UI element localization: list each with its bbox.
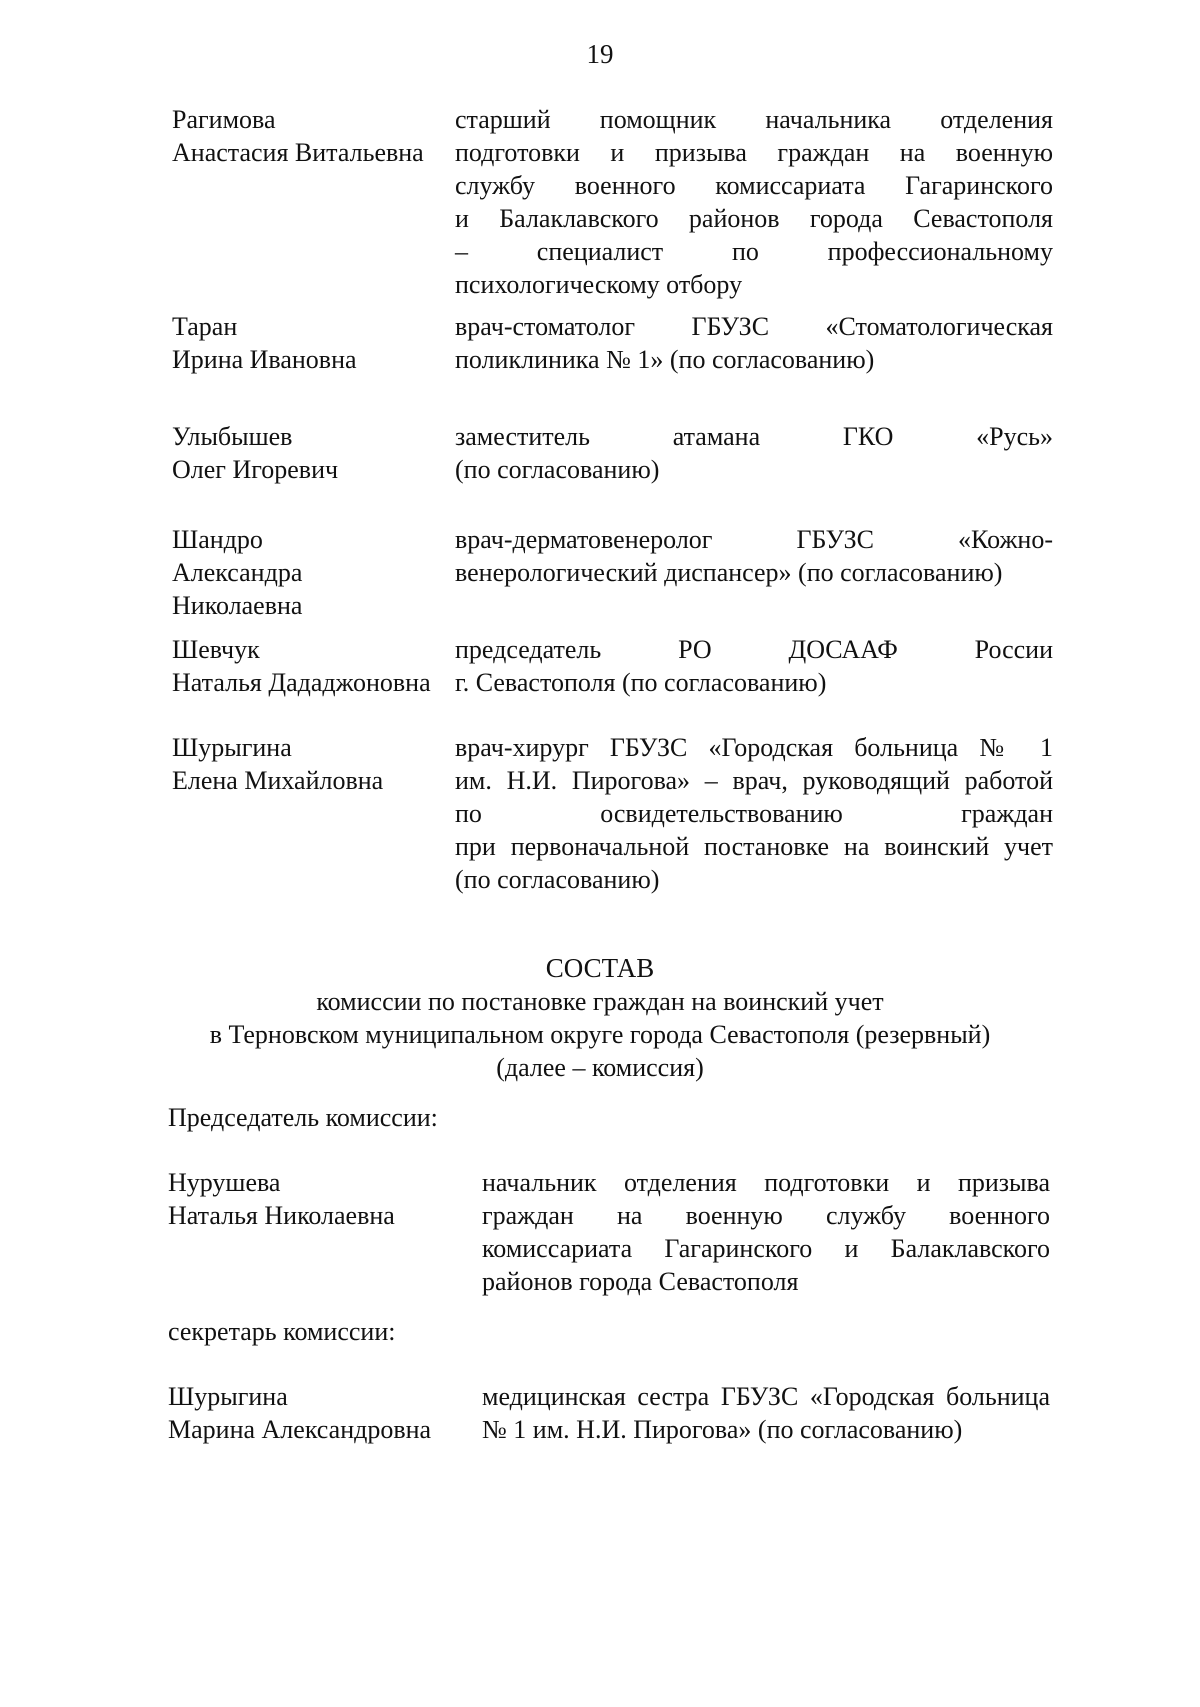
position-line: венерологический диспансер» (по согласованию) — [455, 558, 1003, 587]
position-line: комиссариата Гагаринского и Балаклавского — [482, 1234, 1050, 1263]
member-surname: Таран — [172, 312, 238, 341]
secretary-label: секретарь комиссии: — [168, 1317, 396, 1346]
member-position — [455, 420, 1053, 486]
heading-line: в Терновском муниципальном округе города Севастополя (резервный) — [209, 1020, 991, 1049]
member-surname: Рагимова — [172, 105, 276, 134]
member-given-names: Елена Михайловна — [172, 766, 384, 795]
position-line: по освидетельствованию граждан — [455, 799, 1053, 828]
position-line: психологическому отбору — [455, 270, 743, 299]
position-line: врач-дерматовенеролог ГБУЗС «Кожно- — [455, 525, 1053, 554]
member-entry-ragimova — [172, 103, 1053, 299]
member-position — [455, 310, 1053, 376]
position-line: врач-стоматолог ГБУЗС «Стоматологическая — [455, 312, 1053, 341]
member-given-names: Ирина Ивановна — [172, 345, 357, 374]
member-entry-shevchuk — [172, 633, 1053, 699]
position-line: службу военного комиссариата Гагаринского — [455, 171, 1053, 200]
position-line: и Балаклавского районов города Севастополя — [455, 204, 1053, 233]
position-line: подготовки и призыва граждан на военную — [455, 138, 1053, 167]
position-line: медицинская сестра ГБУЗС «Городская больница — [482, 1382, 1050, 1411]
member-position — [455, 633, 1053, 699]
position-line: граждан на военную службу военного — [482, 1201, 1050, 1230]
member-entry-shandro — [172, 523, 1053, 622]
member-given-names: Олег Игоревич — [172, 455, 339, 484]
member-name — [172, 103, 424, 169]
member-given-names: Наталья Дададжоновна — [172, 668, 431, 697]
heading-title: СОСТАВ — [545, 953, 655, 983]
position-line: № 1 им. Н.И. Пирогова» (по согласованию) — [482, 1415, 963, 1444]
member-entry-taran — [172, 310, 1053, 376]
position-line: старший помощник начальника отделения — [455, 105, 1053, 134]
page-number: 19 — [586, 39, 614, 69]
member-position — [455, 523, 1053, 589]
heading-line: (далее – комиссия) — [496, 1053, 704, 1082]
chairman-entry — [168, 1166, 1050, 1296]
member-given-names: Анастасия Витальевна — [172, 138, 424, 167]
heading-line: комиссии по постановке граждан на воинский учет — [316, 987, 884, 1016]
member-entry-shurygina-elena — [172, 731, 1053, 894]
member-given-names: Марина Александровна — [168, 1415, 432, 1444]
member-given-names: Наталья Николаевна — [168, 1201, 395, 1230]
member-name — [168, 1380, 431, 1446]
member-name — [172, 633, 431, 699]
position-line: начальник отделения подготовки и призыва — [482, 1168, 1050, 1197]
member-surname: Шурыгина — [172, 733, 292, 762]
position-line: при первоначальной постановке на воинский учет — [455, 832, 1053, 861]
member-entry-ulybyshev — [172, 420, 1053, 486]
member-name — [172, 523, 302, 622]
secretary-entry — [168, 1380, 1050, 1446]
member-position — [455, 103, 1053, 301]
member-position — [482, 1380, 1050, 1446]
position-line: председатель РО ДОСААФ России — [455, 635, 1053, 664]
position-line: поликлиника № 1» (по согласованию) — [455, 345, 875, 374]
commission-heading — [0, 952, 1200, 1084]
member-position — [482, 1166, 1050, 1298]
member-position — [455, 731, 1053, 896]
position-line: им. Н.И. Пирогова» – врач, руководящий работой — [455, 766, 1053, 795]
position-line: заместитель атамана ГКО «Русь» — [455, 422, 1053, 451]
position-line: (по согласованию) — [455, 865, 660, 894]
member-surname: Шурыгина — [168, 1382, 288, 1411]
member-name — [172, 420, 338, 486]
position-line: г. Севастополя (по согласованию) — [455, 668, 827, 697]
position-line: районов города Севастополя — [482, 1267, 799, 1296]
member-patronymic: Николаевна — [172, 591, 303, 620]
member-surname: Нурушева — [168, 1168, 281, 1197]
member-surname: Улыбышев — [172, 422, 293, 451]
position-line: (по согласованию) — [455, 455, 660, 484]
member-given-names: Александра — [172, 558, 303, 587]
member-surname: Шевчук — [172, 635, 260, 664]
chairman-label: Председатель комиссии: — [168, 1103, 438, 1132]
member-name — [172, 731, 383, 797]
member-name — [172, 310, 357, 376]
member-name — [168, 1166, 395, 1232]
position-line: врач-хирург ГБУЗС «Городская больница № 1 — [455, 733, 1053, 762]
position-line: – специалист по профессиональному — [455, 237, 1053, 266]
member-surname: Шандро — [172, 525, 263, 554]
